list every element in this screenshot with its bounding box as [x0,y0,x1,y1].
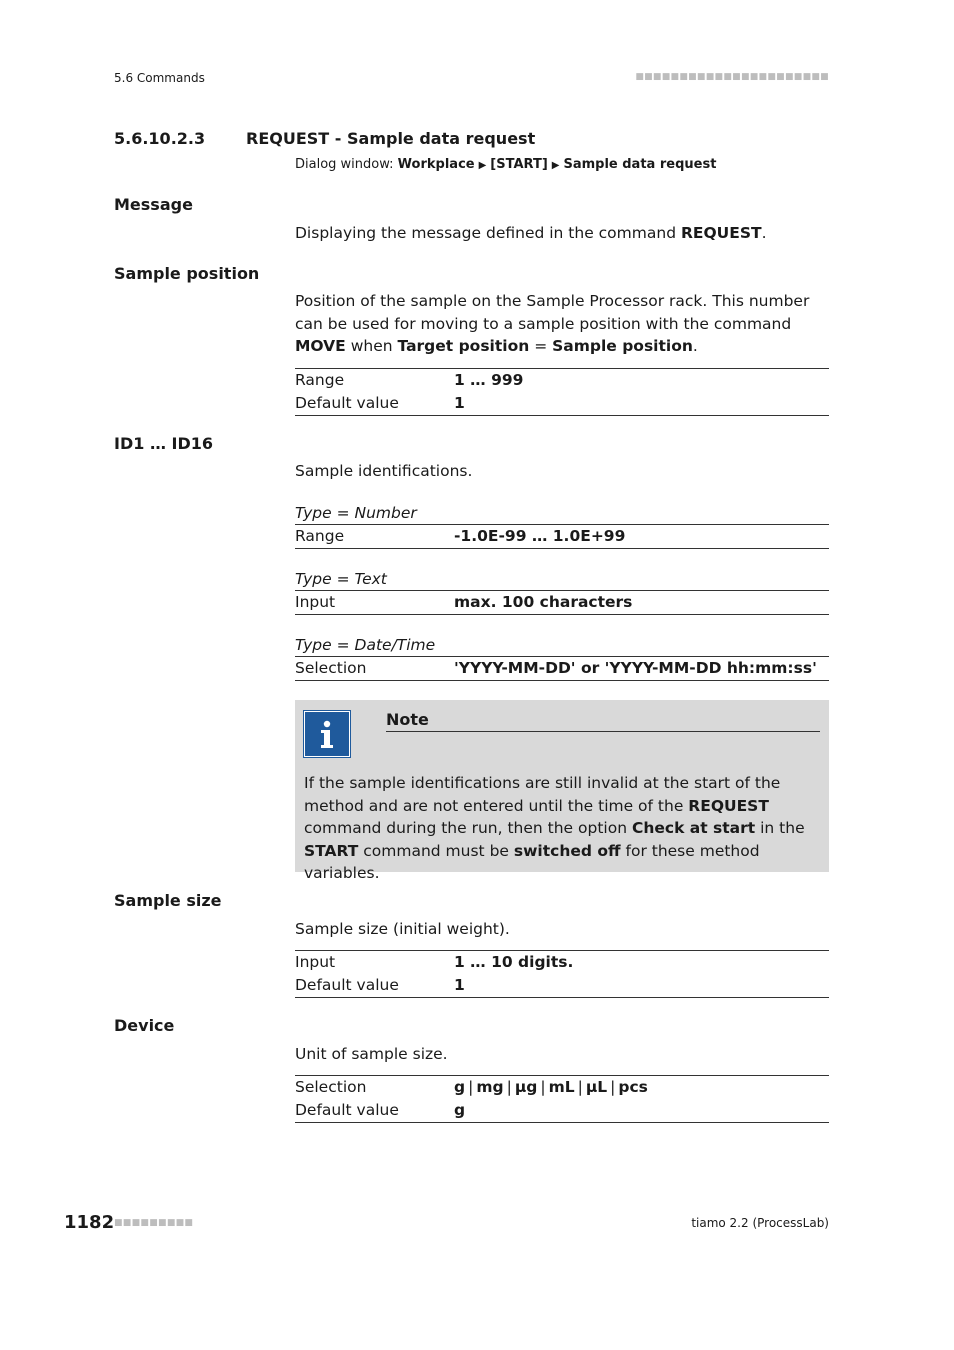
table-row: Range -1.0E-99 … 1.0E+99 [295,527,626,545]
param-title-sample-position: Sample position [114,264,260,283]
page-number: 1182 [64,1212,115,1233]
header-dots: ■■■■■■■■■■■■■■■■■■■■■■ [635,72,829,82]
table-row: Selection 'YYYY-MM-DD' or 'YYYY-MM-DD hh:mm:ss' [295,659,817,677]
note-divider [386,731,820,732]
table-row: Default value 1 [295,976,465,994]
table-row: Input 1 … 10 digits. [295,953,574,971]
sample-position-table [295,368,829,416]
sample-size-table [295,950,829,998]
table-row: Default value 1 [295,394,465,412]
dialog-path [295,157,716,172]
unit-list: g | mg | µg | mL | µL | pcs [454,1078,648,1096]
triangle-right-icon: ▶ [551,160,560,171]
param-title-sample-size: Sample size [114,891,222,910]
footer-dots: ■■■■■■■■■ [114,1218,194,1228]
section-title: REQUEST - Sample data request [246,129,536,148]
param-title-message: Message [114,195,193,214]
table-row: Default value g [295,1101,466,1119]
dialog-prefix: Dialog window: [295,157,398,172]
table-row: Selection g | mg | µg | mL | µL | pcs [295,1076,829,1099]
param-title-ids: ID1 … ID16 [114,434,214,453]
dialog-path-sample-data-request: Sample data request [563,157,717,172]
ids-text-table [295,568,829,615]
footer-product: tiamo 2.2 (ProcessLab) [691,1216,829,1230]
message-description: Displaying the message defined in the command REQUEST. [295,224,767,242]
running-header-section: 5.6 Commands [114,71,205,85]
table-row: Input max. 100 characters [295,593,633,611]
device-table [295,1075,829,1123]
type-caption: Type = Text [295,570,387,588]
type-caption: Type = Date/Time [295,636,436,654]
note-title: Note [386,710,429,729]
ids-description: Sample identifications. [295,462,473,480]
param-title-device: Device [114,1016,175,1035]
triangle-right-icon: ▶ [478,160,487,171]
device-description: Unit of sample size. [295,1045,448,1063]
dialog-path-start: [START] [490,157,548,172]
ids-number-table [295,502,829,549]
sample-position-description: Position of the sample on the Sample Processor rack. This number can be used for moving to a sample position with the command MOVE when Target position = Sample position. [295,292,810,355]
type-caption: Type = Number [295,504,417,522]
note-box [295,700,829,882]
note-text: If the sample identifications are still invalid at the start of the method and are not entered until the time of the REQUEST command during the run, then the option Check at start in the START command must be switched off for these method variables. [304,774,805,882]
sample-size-description: Sample size (initial weight). [295,920,510,938]
dialog-path-workplace: Workplace [397,157,475,172]
section-number: 5.6.10.2.3 [114,129,206,148]
info-icon [304,711,350,757]
ids-datetime-table [295,634,829,681]
table-row: Range 1 … 999 [295,371,524,389]
